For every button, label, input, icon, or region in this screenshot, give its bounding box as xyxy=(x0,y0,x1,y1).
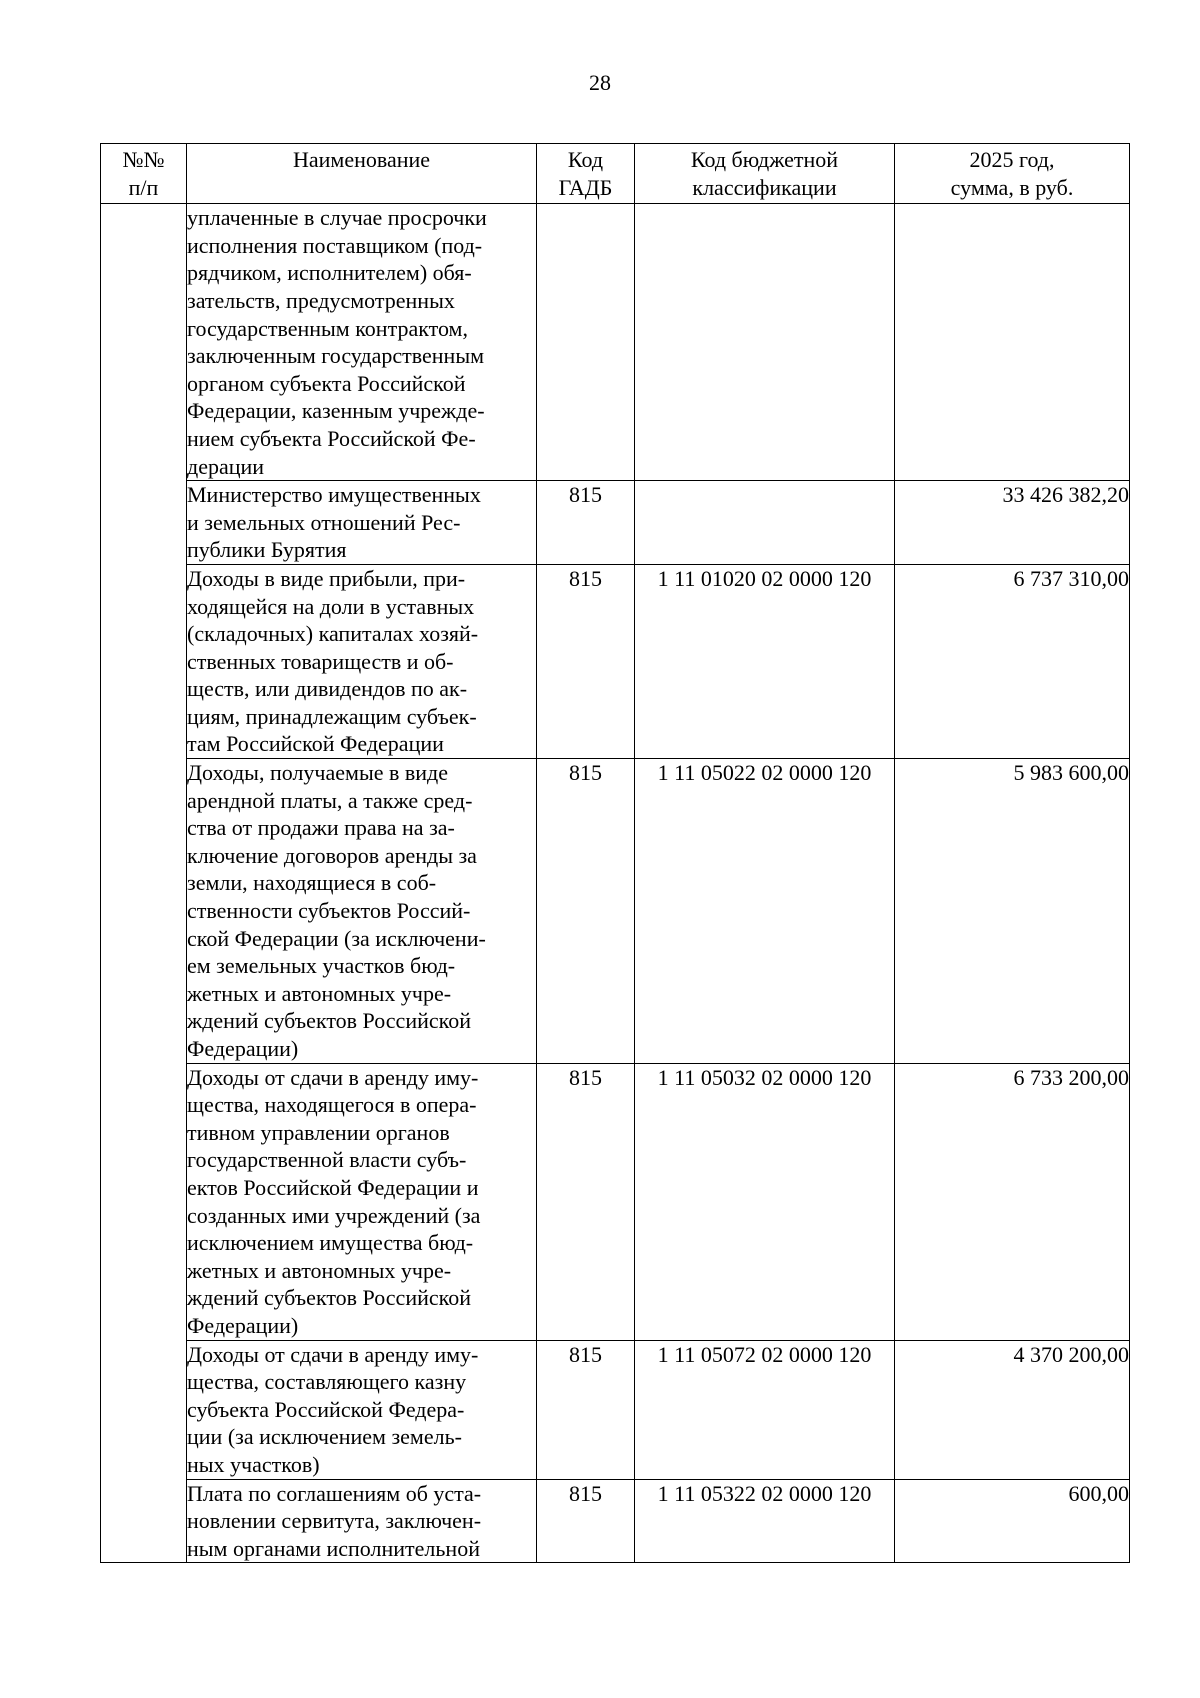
table-body xyxy=(101,204,1130,1563)
table-row xyxy=(101,1063,1130,1340)
row-amount-cell: 6 733 200,00 xyxy=(895,1063,1130,1340)
table-row xyxy=(101,1340,1130,1479)
row-gadb-cell: 815 xyxy=(537,1063,635,1340)
row-amount-cell: 4 370 200,00 xyxy=(895,1340,1130,1479)
row-code-cell xyxy=(635,481,895,565)
row-name-cell: Доходы от сдачи в аренду иму- щества, находящегося в опера- тивном управлении органов государственной власти субъ- ектов Российской Федерации и созданных ими учреждений (за исключением имущества бюд- жетных и автономных учре- ждений субъектов Российской Федерации) xyxy=(187,1063,537,1340)
row-code-cell xyxy=(635,204,895,481)
header-name: Наименование xyxy=(187,144,537,204)
row-gadb-cell: 815 xyxy=(537,1340,635,1479)
row-code-cell: 1 11 01020 02 0000 120 xyxy=(635,564,895,758)
row-code-cell: 1 11 05022 02 0000 120 xyxy=(635,759,895,1064)
table-header-row xyxy=(101,144,1130,204)
page-number: 28 xyxy=(589,70,611,95)
row-name-cell: Доходы, получаемые в виде арендной платы, а также сред- ства от продажи права на за- ключение договоров аренды за земли, находящиеся в соб- ственности субъектов Россий- ской Федерации (за исключени- ем земельных участков бюд- жетных и автономных учре- ждений субъектов Российской Федерации) xyxy=(187,759,537,1064)
row-code-cell: 1 11 05072 02 0000 120 xyxy=(635,1340,895,1479)
row-number-cell xyxy=(101,204,187,1563)
row-gadb-cell: 815 xyxy=(537,759,635,1064)
header-amount-2025: 2025 год, сумма, в руб. xyxy=(895,144,1130,204)
row-gadb-cell xyxy=(537,204,635,481)
row-amount-cell: 33 426 382,20 xyxy=(895,481,1130,565)
row-name-cell: Министерство имущественных и земельных отношений Рес- публики Бурятия xyxy=(187,481,537,565)
row-amount-cell xyxy=(895,204,1130,481)
table-row xyxy=(101,204,1130,481)
table-row xyxy=(101,481,1130,565)
budget-revenue-table xyxy=(100,143,1130,1563)
table-row xyxy=(101,759,1130,1064)
row-gadb-cell: 815 xyxy=(537,564,635,758)
row-name-cell: Доходы в виде прибыли, при- ходящейся на доли в уставных (складочных) капиталах хозяй- ственных товариществ и об- ществ, или дивидендов по ак- циям, принадлежащим субъек- там Российской Федерации xyxy=(187,564,537,758)
row-name-cell: Плата по соглашениям об уста- новлении сервитута, заключен- ным органами исполнительной xyxy=(187,1479,537,1563)
row-amount-cell: 5 983 600,00 xyxy=(895,759,1130,1064)
header-budget-code: Код бюджетной классификации xyxy=(635,144,895,204)
row-amount-cell: 6 737 310,00 xyxy=(895,564,1130,758)
row-gadb-cell: 815 xyxy=(537,481,635,565)
row-code-cell: 1 11 05032 02 0000 120 xyxy=(635,1063,895,1340)
table-row xyxy=(101,564,1130,758)
row-gadb-cell: 815 xyxy=(537,1479,635,1563)
row-name-cell: Доходы от сдачи в аренду иму- щества, составляющего казну субъекта Российской Федера- ции (за исключением земель- ных участков) xyxy=(187,1340,537,1479)
row-code-cell: 1 11 05322 02 0000 120 xyxy=(635,1479,895,1563)
table-row xyxy=(101,1479,1130,1563)
header-num: №№ п/п xyxy=(101,144,187,204)
header-gadb: Код ГАДБ xyxy=(537,144,635,204)
row-name-cell: уплаченные в случае просрочки исполнения поставщиком (под- рядчиком, исполнителем) обя- зательств, предусмотренных государственным контрактом, заключенным государственным органом субъекта Российской Федерации, казенным учрежде- нием субъекта Российской Фе- дерации xyxy=(187,204,537,481)
row-amount-cell: 600,00 xyxy=(895,1479,1130,1563)
